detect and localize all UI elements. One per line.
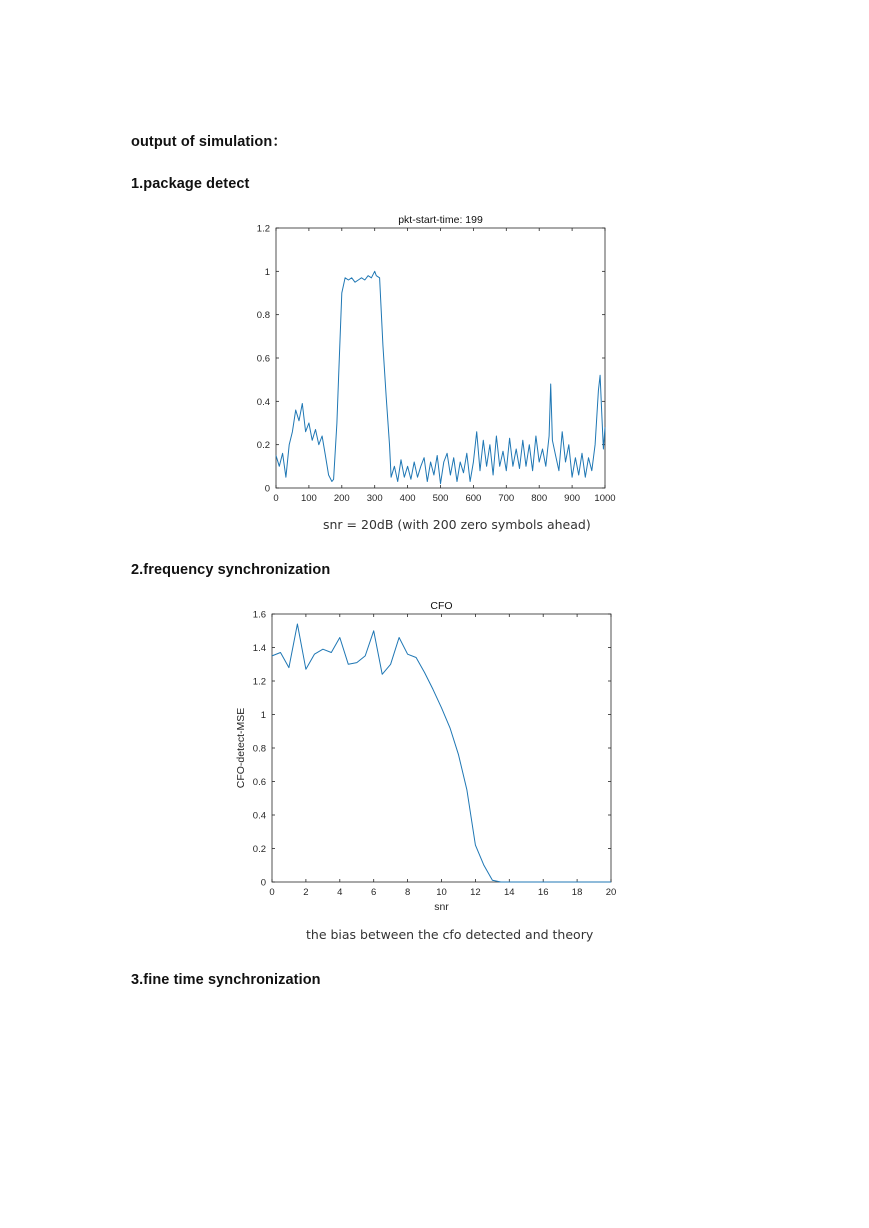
x-tick-label: 100 (300, 493, 317, 504)
y-tick-label: 1.6 (252, 609, 266, 621)
x-axis-label: snr (434, 901, 449, 913)
y-tick-label: 0.2 (256, 440, 270, 452)
y-tick-label: 0.4 (252, 810, 266, 822)
x-tick-label: 200 (333, 493, 350, 504)
x-tick-label: 0 (273, 493, 279, 504)
caption-package-detect: snr = 20dB (with 200 zero symbols ahead) (323, 517, 591, 532)
x-tick-label: 14 (504, 887, 515, 898)
y-tick-label: 0 (264, 483, 270, 495)
x-tick-label: 0 (269, 887, 275, 898)
x-tick-label: 16 (537, 887, 549, 898)
x-tick-label: 300 (366, 493, 383, 504)
y-tick-label: 0.4 (256, 396, 270, 408)
plot-area-frame (276, 228, 605, 488)
chart-packet-detect (257, 214, 616, 504)
document-heading: output of simulation： (131, 134, 287, 150)
plot-area-frame (272, 614, 611, 882)
chart-title: CFO (430, 600, 453, 612)
chart-title: pkt-start-time: 199 (398, 214, 483, 226)
y-tick-label: 0 (260, 877, 266, 889)
x-tick-label: 2 (303, 887, 309, 898)
caption-frequency-sync: the bias between the cfo detected and theory (306, 927, 594, 942)
y-tick-label: 1.2 (256, 223, 270, 235)
y-tick-label: 0.8 (252, 743, 266, 755)
section-title-package-detect: 1.package detect (131, 176, 250, 192)
x-tick-label: 800 (531, 493, 548, 504)
y-axis-label: CFO-detect-MSE (235, 707, 247, 789)
x-tick-label: 500 (432, 493, 449, 504)
section-title-frequency-sync: 2.frequency synchronization (131, 562, 331, 578)
section-title-fine-time-sync: 3.fine time synchronization (131, 972, 321, 988)
x-tick-label: 400 (399, 493, 416, 504)
y-tick-label: 1.2 (252, 676, 266, 688)
x-tick-label: 6 (371, 887, 377, 898)
x-tick-label: 4 (337, 887, 343, 898)
y-tick-label: 1 (260, 710, 266, 721)
y-tick-label: 1 (264, 266, 270, 278)
x-tick-label: 1000 (594, 493, 616, 504)
y-tick-label: 0.6 (256, 353, 270, 365)
x-tick-label: 20 (605, 887, 617, 898)
chart-cfo (235, 600, 616, 913)
x-tick-label: 10 (436, 887, 447, 898)
y-tick-label: 1.4 (252, 643, 266, 654)
y-tick-label: 0.2 (252, 844, 266, 855)
x-tick-label: 8 (404, 887, 411, 898)
x-tick-label: 18 (571, 887, 583, 898)
y-tick-label: 0.6 (252, 777, 266, 788)
y-tick-label: 0.8 (256, 310, 270, 322)
x-tick-label: 900 (564, 493, 581, 504)
x-tick-label: 12 (470, 887, 481, 898)
x-tick-label: 700 (498, 493, 515, 504)
x-tick-label: 600 (465, 493, 482, 504)
